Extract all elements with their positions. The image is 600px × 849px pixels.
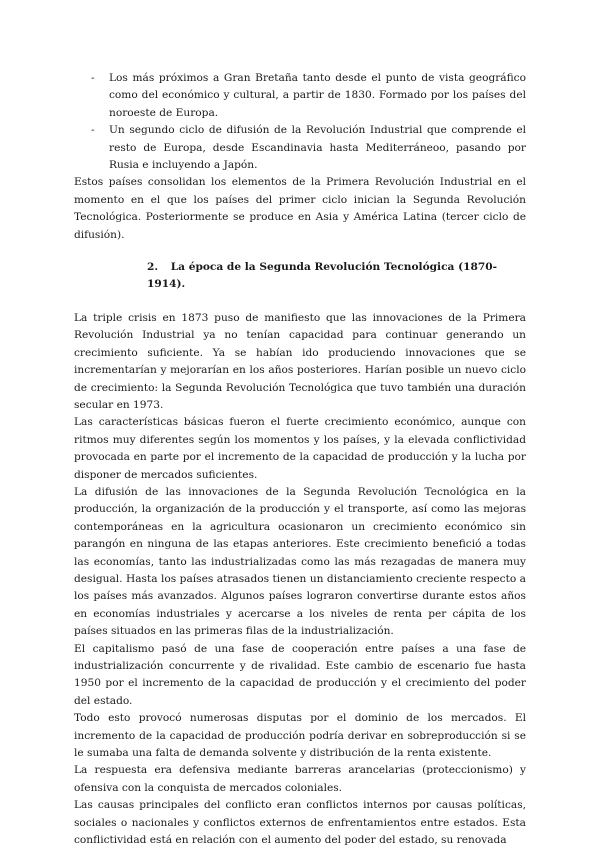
bullet-dash: - — [91, 72, 95, 84]
bullet-list — [74, 70, 526, 174]
list-item — [74, 122, 526, 174]
body-paragraph: La difusión de las innovaciones de la Segunda Revolución Tecnológica en la producción, la organización de la producción y el transporte, así como las mejoras contemporáneas en la agricultura ocasionaron un crecimiento económico sin parangón en ninguna de las etapas anteriores. Este crecimiento benefició a todas las economías, tanto las industrializadas como las más rezagadas de manera muy desigual. Hasta los países atrasados tienen un distanciamiento creciente respecto a los países más avanzados. Algunos países lograron convertirse durante estos años en economías industriales y acercarse a los niveles de renta per cápita de los países situados en las primeras filas de la industrialización. — [74, 485, 526, 638]
section-heading — [74, 259, 526, 294]
bullet-text: Un segundo ciclo de difusión de la Revolución Industrial que comprende el resto de Europa, desde Escandinavia hasta Mediterráneoo, pasando por Rusia e incluyendo a Japón. — [109, 124, 526, 172]
bullet-dash: - — [91, 124, 95, 137]
body-paragraph: Las causas principales del conflicto eran conflictos internos por causas políticas, sociales o nacionales y conflictos externos de enfrentamientos entre estados. Esta conflictividad está en relación con el aumento del poder del estado, su renovada — [74, 799, 526, 847]
body-paragraph: El capitalismo pasó de una fase de cooperación entre países a una fase de industrialización concurrente y de rivalidad. Este cambio de escenario fue hasta 1950 por el incremento de la capacidad de producción y el crecimiento del poder del estado. — [74, 642, 526, 707]
bullet-text: Los más próximos a Gran Bretaña tanto desde el punto de vista geográfico como del económico y cultural, a partir de 1830. Formado por los países del noroeste de Europa. — [109, 72, 526, 119]
section-number: 2. — [147, 261, 159, 274]
document-page — [74, 70, 526, 849]
body-paragraph: La respuesta era defensiva mediante barreras arancelarias (proteccionismo) y ofensiva con la conquista de mercados coloniales. — [74, 764, 526, 794]
body-paragraph: La triple crisis en 1873 puso de manifiesto que las innovaciones de la Primera Revolución Industrial ya no tenían capacidad para continuar generando un crecimiento suficiente. Ya se habían ido produciendo innovaciones que se incrementarían y mejorarían en los años posteriores. Harían posible un nuevo ciclo de crecimiento: la Segunda Revolución Tecnológica que tuvo también una duración secular en 1973. — [74, 311, 526, 411]
body-paragraph: Las características básicas fueron el fuerte crecimiento económico, aunque con ritmos muy diferentes según los momentos y los países, y la elevada conflictividad provocada en parte por el incremento de la capacidad de producción y la lucha por disponer de mercados suficientes. — [74, 416, 526, 481]
body-paragraph: Todo esto provocó numerosas disputas por el dominio de los mercados. El incremento de la capacidad de producción podría derivar en sobreproducción si se le sumaba una falta de demanda solvente y distribución de la renta existente. — [74, 712, 526, 760]
section-title: La época de la Segunda Revolución Tecnológica (1870-1914). — [147, 261, 497, 291]
list-item — [74, 70, 526, 122]
intro-paragraph: Estos países consolidan los elementos de la Primera Revolución Industrial en el momento en el que los países del primer ciclo inician la Segunda Revolución Tecnológica. Posteriormente se produce en Asia y América Latina (tercer ciclo de difusión). — [74, 176, 526, 241]
